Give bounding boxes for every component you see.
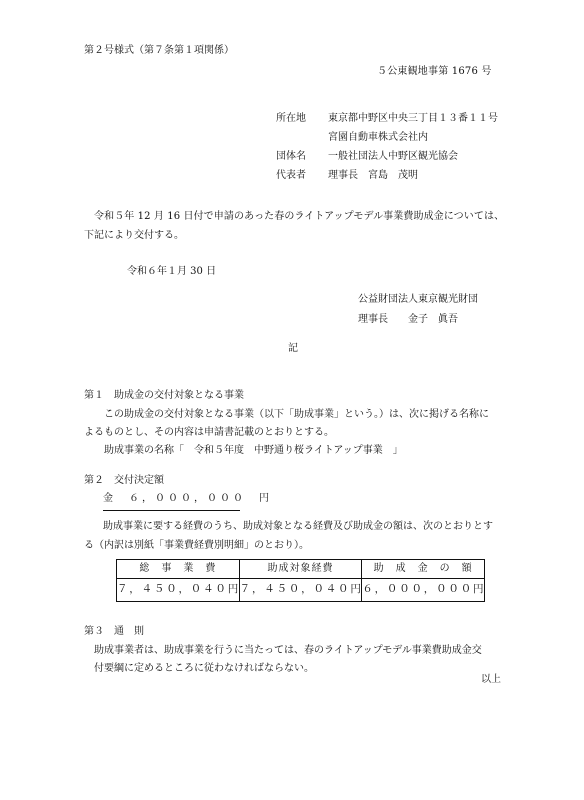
section-1-line-2: よるものとし、その内容は申請書記載のとおりとする。	[84, 427, 334, 438]
closing-mark: 以上	[481, 674, 501, 685]
representative-value: 理事長 宮島 茂明	[328, 170, 418, 181]
organization-value: 一般社団法人中野区観光協会	[328, 151, 458, 162]
grant-amount: 金 ６，０００，０００ 円	[103, 493, 240, 511]
total-project-cost-value: ７，４５０，０４０円	[117, 579, 240, 602]
applicant-address-row	[276, 113, 526, 132]
section-3-title: 第３ 通 則	[84, 626, 144, 637]
eligible-cost-header: 助成対象経費	[239, 560, 362, 579]
applicant-address-continuation-row	[276, 132, 526, 151]
expense-table	[116, 559, 485, 602]
ki-heading: 記	[288, 343, 298, 354]
section-2-title: 第２ 交付決定額	[84, 475, 164, 486]
organization-label: 団体名	[276, 151, 306, 162]
representative-row	[276, 170, 526, 189]
issue-date: 令和６年１月 30 日	[127, 266, 217, 277]
organization-row	[276, 151, 526, 170]
notice-line-2: 下記により交付する。	[84, 230, 184, 241]
section-1-line-1: この助成金の交付対象となる事業（以下「助成事業」という。）は、次に掲げる名称に	[104, 409, 489, 420]
grant-amount-value: ６，０００，０００円	[362, 579, 485, 602]
section-2-line-1: 助成事業に要する経費のうち、助成対象となる経費及び助成金の額は、次のとおりとす	[103, 521, 493, 532]
address-value: 東京都中野区中央三丁目１３番１１号	[328, 113, 498, 124]
grant-amount-header: 助 成 金 の 額	[362, 560, 485, 579]
section-3-line-2: 付要綱に定めるところに従わなければならない。	[94, 663, 314, 674]
issuer-representative: 理事長 金子 眞吾	[358, 314, 458, 325]
form-label: 第２号様式（第７条第１項関係）	[84, 45, 234, 56]
issuer-block	[358, 294, 478, 334]
address-continuation-value: 宮園自動車株式会社内	[328, 132, 428, 143]
notice-line-1: 令和５年 12 月 16 日付で申請のあった春のライトアップモデル事業費助成金については、	[94, 211, 505, 222]
expense-table-value-row	[117, 579, 485, 602]
section-1-title: 第１ 助成金の交付対象となる事業	[84, 390, 244, 401]
section-2-line-2: る（内訳は別紙「事業費経費別明細」のとおり）。	[84, 540, 309, 551]
representative-label: 代表者	[276, 170, 306, 181]
issuer-organization: 公益財団法人東京観光財団	[358, 294, 478, 305]
section-3-line-1: 助成事業者は、助成事業を行うに当たっては、春のライトアップモデル事業費助成金交	[94, 645, 482, 656]
applicant-block	[276, 113, 526, 189]
section-1-project-name: 助成事業の名称「 令和５年度 中野通り桜ライトアップ事業 」	[104, 445, 403, 456]
eligible-cost-value: ７，４５０，０４０円	[239, 579, 362, 602]
expense-table-wrapper	[116, 559, 485, 600]
total-project-cost-header: 総 事 業 費	[117, 560, 240, 579]
document-number: ５公東観地事第 1676 号	[377, 66, 492, 77]
expense-table-header-row	[117, 560, 485, 579]
address-label: 所在地	[276, 113, 306, 124]
